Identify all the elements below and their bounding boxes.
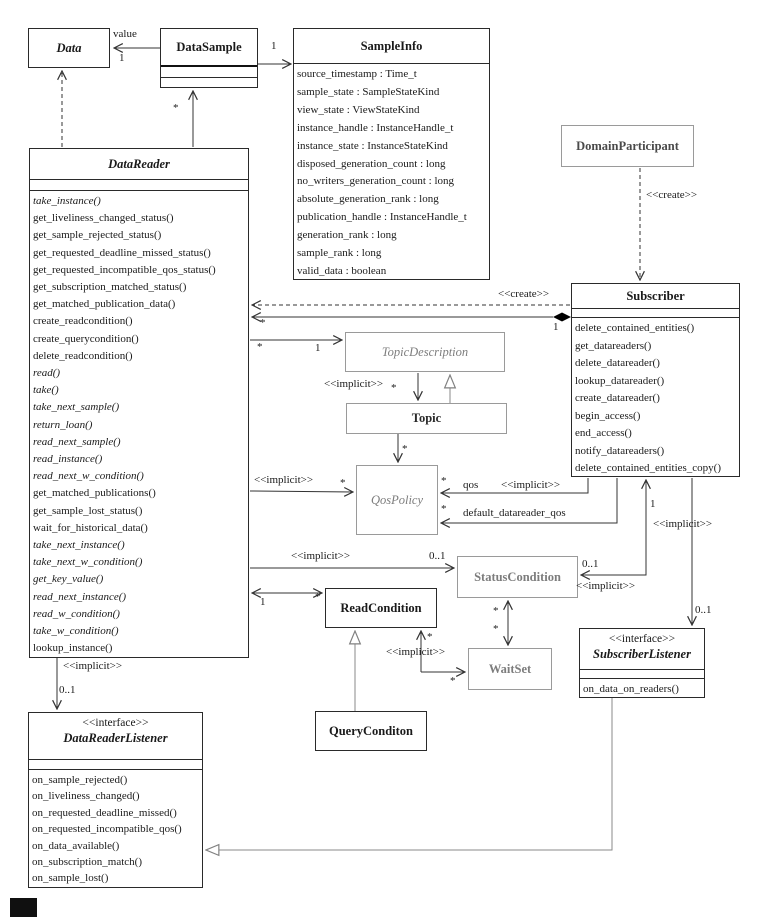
operation: delete_datareader() — [575, 357, 660, 369]
multiplicity-label: 1 — [315, 342, 321, 354]
role-label-value: value — [113, 28, 137, 40]
attribute: instance_state : InstanceStateKind — [297, 139, 448, 152]
empty-attributes-compartment — [30, 179, 248, 190]
operation: get_liveliness_changed_status() — [33, 212, 174, 225]
attribute: disposed_generation_count : long — [297, 157, 446, 170]
operation: read_next_w_condition() — [33, 470, 144, 483]
operation: get_requested_incompatible_qos_status() — [33, 263, 216, 276]
edge-datareader-qospolicy — [250, 491, 353, 492]
operation: get_subscription_matched_status() — [33, 281, 187, 294]
stereotype-label-implicit: <<implicit>> — [254, 474, 314, 486]
class-waitset — [468, 648, 552, 690]
operation: on_sample_lost() — [32, 872, 109, 885]
operation: create_querycondition() — [33, 332, 139, 345]
stereotype: <<interface>> — [608, 633, 676, 645]
multiplicity-label: 1 — [119, 52, 125, 64]
operation: get_requested_deadline_missed_status() — [33, 246, 211, 259]
operation: notify_datareaders() — [575, 444, 665, 457]
operation: return_loan() — [33, 418, 93, 431]
stereotype-label-implicit: <<implicit>> — [324, 378, 384, 390]
class-subscriberlistener — [579, 628, 705, 698]
multiplicity-label: 0..1 — [429, 550, 446, 562]
attribute: absolute_generation_rank : long — [297, 193, 439, 206]
stereotype-label-create: <<create>> — [646, 189, 698, 201]
multiplicity-label: * — [260, 317, 266, 329]
attribute: generation_rank : long — [297, 229, 397, 242]
multiplicity-label: * — [441, 503, 447, 515]
stereotype-label-implicit: <<implicit>> — [501, 479, 561, 491]
multiplicity-label: * — [257, 341, 263, 353]
class-title: QosPolicy — [370, 493, 424, 507]
operation: take_next_instance() — [33, 539, 125, 552]
role-label-default-datareader-qos: default_datareader_qos — [463, 507, 566, 519]
stereotype-label-create: <<create>> — [498, 288, 550, 300]
operation: on_data_available() — [32, 839, 120, 852]
operation: on_sample_rejected() — [32, 774, 128, 786]
class-querycondition — [315, 711, 427, 751]
operation: on_liveliness_changed() — [32, 790, 140, 803]
class-title — [580, 629, 704, 669]
role-label-qos: qos — [463, 479, 479, 491]
operation: begin_access() — [575, 409, 641, 422]
class-title: Subscriber — [626, 289, 685, 303]
class-topicdescription — [345, 332, 505, 372]
class-datareaderlistener — [28, 712, 203, 888]
operations-compartment — [580, 678, 704, 697]
operation: get_matched_publications() — [33, 487, 156, 500]
operation: take() — [33, 384, 59, 397]
operation: on_requested_deadline_missed() — [32, 806, 177, 819]
stereotype: <<interface>> — [82, 717, 149, 729]
operation: delete_readcondition() — [33, 349, 133, 362]
operation: get_datareaders() — [575, 339, 652, 352]
class-title: Topic — [411, 411, 442, 425]
multiplicity-label: 1 — [650, 498, 656, 510]
multiplicity-label: 1 — [271, 40, 277, 52]
multiplicity-label: * — [450, 675, 456, 687]
operation: wait_for_historical_data() — [33, 521, 148, 534]
multiplicity-label: * — [402, 443, 408, 455]
class-sampleinfo — [293, 28, 490, 280]
operation: take_w_condition() — [33, 625, 119, 638]
operation: take_next_sample() — [33, 401, 120, 414]
operation: read_next_instance() — [33, 590, 127, 603]
multiplicity-label: * — [427, 631, 433, 643]
operation: end_access() — [575, 427, 632, 439]
operation: take_instance() — [33, 195, 101, 207]
class-title: DataSample — [161, 29, 257, 67]
attribute: no_writers_generation_count : long — [297, 175, 455, 188]
multiplicity-label: * — [173, 102, 179, 114]
attribute: publication_handle : InstanceHandle_t — [297, 211, 467, 224]
empty-attributes-compartment — [161, 67, 257, 77]
operation: read_next_sample() — [33, 435, 121, 448]
multiplicity-label: * — [391, 382, 397, 394]
class-title: DomainParticipant — [576, 139, 679, 153]
operation: on_data_on_readers() — [583, 683, 679, 695]
empty-attributes-compartment — [580, 669, 704, 678]
empty-operations-compartment — [161, 77, 257, 88]
attribute: valid_data : boolean — [297, 264, 387, 277]
attributes-compartment — [294, 63, 489, 281]
class-title: WaitSet — [488, 662, 532, 676]
operation: get_sample_lost_status() — [33, 504, 143, 517]
stereotype-label-implicit: <<implicit>> — [653, 518, 713, 530]
class-title — [29, 713, 202, 759]
multiplicity-label: * — [340, 477, 346, 489]
class-datareader — [29, 148, 249, 658]
class-topic — [346, 403, 507, 434]
operation: get_matched_publication_data() — [33, 298, 176, 311]
operation: delete_contained_entities() — [575, 322, 695, 334]
class-statuscondition — [457, 556, 578, 598]
class-title: Data — [56, 41, 82, 55]
operation: read_w_condition() — [33, 607, 120, 620]
operation: on_subscription_match() — [32, 856, 142, 869]
stereotype-label-implicit: <<implicit>> — [63, 660, 123, 672]
empty-attributes-compartment — [572, 308, 739, 317]
multiplicity-label: 1 — [553, 321, 559, 333]
operation: read() — [33, 367, 61, 380]
operations-compartment — [572, 317, 739, 478]
artifact-black-mark — [10, 898, 37, 917]
class-title: ReadCondition — [340, 601, 422, 615]
class-domainparticipant — [561, 125, 694, 167]
stereotype-label-implicit: <<implicit>> — [576, 580, 636, 592]
operation: take_next_w_condition() — [33, 556, 143, 569]
stereotype-label-implicit: <<implicit>> — [291, 550, 351, 562]
multiplicity-label: 0..1 — [59, 684, 76, 696]
class-title: SampleInfo — [360, 39, 423, 53]
multiplicity-label: * — [441, 475, 447, 487]
operations-compartment — [29, 769, 202, 887]
operation: on_requested_incompatible_qos() — [32, 823, 182, 836]
attribute: view_state : ViewStateKind — [297, 103, 420, 116]
operation: create_readcondition() — [33, 315, 133, 328]
class-title: StatusCondition — [474, 570, 561, 584]
multiplicity-label: * — [315, 591, 321, 603]
class-qospolicy — [356, 465, 438, 535]
stereotype-label-implicit: <<implicit>> — [386, 646, 446, 658]
class-title: TopicDescription — [381, 345, 469, 359]
class-datasample — [160, 28, 258, 88]
multiplicity-label: 0..1 — [695, 604, 712, 616]
operation: lookup_datareader() — [575, 374, 665, 387]
class-name: SubscriberListener — [593, 647, 691, 661]
operation: delete_contained_entities_copy() — [575, 462, 721, 474]
attribute: sample_rank : long — [297, 247, 382, 260]
empty-attributes-compartment — [29, 759, 202, 769]
operation: read_instance() — [33, 453, 103, 466]
class-subscriber — [571, 283, 740, 477]
class-name: DataReaderListener — [63, 731, 168, 745]
class-data — [28, 28, 110, 68]
attribute: sample_state : SampleStateKind — [297, 85, 440, 98]
class-title: DataReader — [108, 157, 170, 171]
class-readcondition — [325, 588, 437, 628]
attribute: source_timestamp : Time_t — [297, 68, 417, 80]
class-title: QueryConditon — [328, 724, 414, 738]
attribute: instance_handle : InstanceHandle_t — [297, 121, 454, 134]
multiplicity-label: 0..1 — [582, 558, 599, 570]
operation: create_datareader() — [575, 392, 660, 404]
multiplicity-label: 1 — [260, 596, 266, 608]
operation: get_key_value() — [33, 573, 104, 586]
multiplicity-label: * — [493, 605, 499, 617]
operations-compartment — [30, 190, 248, 657]
operation: get_sample_rejected_status() — [33, 229, 162, 242]
operation: lookup_instance() — [33, 642, 113, 655]
multiplicity-label: * — [493, 623, 499, 635]
